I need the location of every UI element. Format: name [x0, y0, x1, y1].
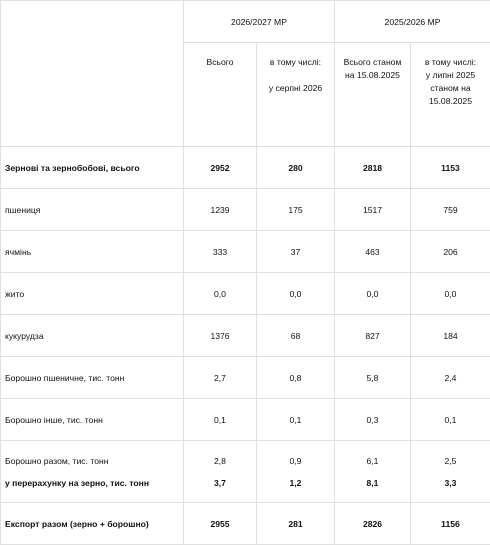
cell-value: 1,2: [257, 472, 334, 494]
cell: 1156: [411, 503, 490, 545]
cell: 206: [411, 231, 490, 273]
cell: [184, 441, 257, 503]
cell: 1376: [184, 315, 257, 357]
cell: 0,0: [411, 273, 490, 315]
cell-value: 0,9: [257, 450, 334, 472]
cell: 2826: [335, 503, 411, 545]
cell: [411, 441, 490, 503]
cell-value: 3,7: [184, 472, 256, 494]
cell: 0,0: [335, 273, 411, 315]
table-row: [1, 273, 490, 315]
group-header-2025: 2025/2026 МР: [335, 1, 490, 43]
cell: 175: [257, 189, 335, 231]
cell-value: 8,1: [335, 472, 410, 494]
cell: [335, 441, 411, 503]
cell: 1517: [335, 189, 411, 231]
flour-total-label: Борошно разом, тис. тонн: [5, 450, 183, 472]
row-label: Експорт разом (зерно + борошно): [1, 503, 184, 545]
cell: 2,7: [184, 357, 257, 399]
cell: 281: [257, 503, 335, 545]
cell: 37: [257, 231, 335, 273]
cell-value: 2,8: [184, 450, 256, 472]
cell: 0,1: [257, 399, 335, 441]
grain-equivalent-label: у перерахунку на зерно, тис. тонн: [5, 472, 183, 494]
total-row: [1, 503, 490, 545]
row-label: пшениця: [1, 189, 184, 231]
row-label: Зернові та зернобобові, всього: [1, 147, 184, 189]
cell: 1153: [411, 147, 490, 189]
cell: 0,0: [184, 273, 257, 315]
cell: 0,8: [257, 357, 335, 399]
cell: 0,0: [257, 273, 335, 315]
cell: 827: [335, 315, 411, 357]
table-row: [1, 357, 490, 399]
cell-value: 3,3: [411, 472, 490, 494]
table-row: [1, 315, 490, 357]
cell-value: 2,5: [411, 450, 490, 472]
row-label: Борошно пшеничне, тис. тонн: [1, 357, 184, 399]
cell: 2818: [335, 147, 411, 189]
row-label: ячмінь: [1, 231, 184, 273]
group-header-2026: 2026/2027 МР: [184, 1, 335, 43]
cell: 280: [257, 147, 335, 189]
cell: 184: [411, 315, 490, 357]
row-label: [1, 441, 184, 503]
cell: 0,1: [411, 399, 490, 441]
table-row: [1, 147, 490, 189]
table-row: [1, 189, 490, 231]
table-row: [1, 399, 490, 441]
row-label: Борошно інше, тис. тонн: [1, 399, 184, 441]
cell: 5,8: [335, 357, 411, 399]
cell: 0,1: [184, 399, 257, 441]
cell: [257, 441, 335, 503]
col-header-total-2025: Всього станом на 15.08.2025: [335, 43, 411, 147]
table-row: [1, 231, 490, 273]
row-label: кукурудза: [1, 315, 184, 357]
col-header-total-2026: Всього: [184, 43, 257, 147]
cell-value: 6,1: [335, 450, 410, 472]
cell: 2952: [184, 147, 257, 189]
col-header-jul-2025: в тому числі: у липні 2025 станом на 15.08.2025: [411, 43, 490, 147]
cell: 759: [411, 189, 490, 231]
table-row: [1, 441, 490, 503]
cell: 2,4: [411, 357, 490, 399]
cell: 333: [184, 231, 257, 273]
cell: 68: [257, 315, 335, 357]
cell: 0,3: [335, 399, 411, 441]
row-label: жито: [1, 273, 184, 315]
cell: 2955: [184, 503, 257, 545]
cell: 463: [335, 231, 411, 273]
cell: 1239: [184, 189, 257, 231]
col-header-aug-2026: в тому числі: у серпні 2026: [257, 43, 335, 147]
corner-cell: [1, 1, 184, 147]
